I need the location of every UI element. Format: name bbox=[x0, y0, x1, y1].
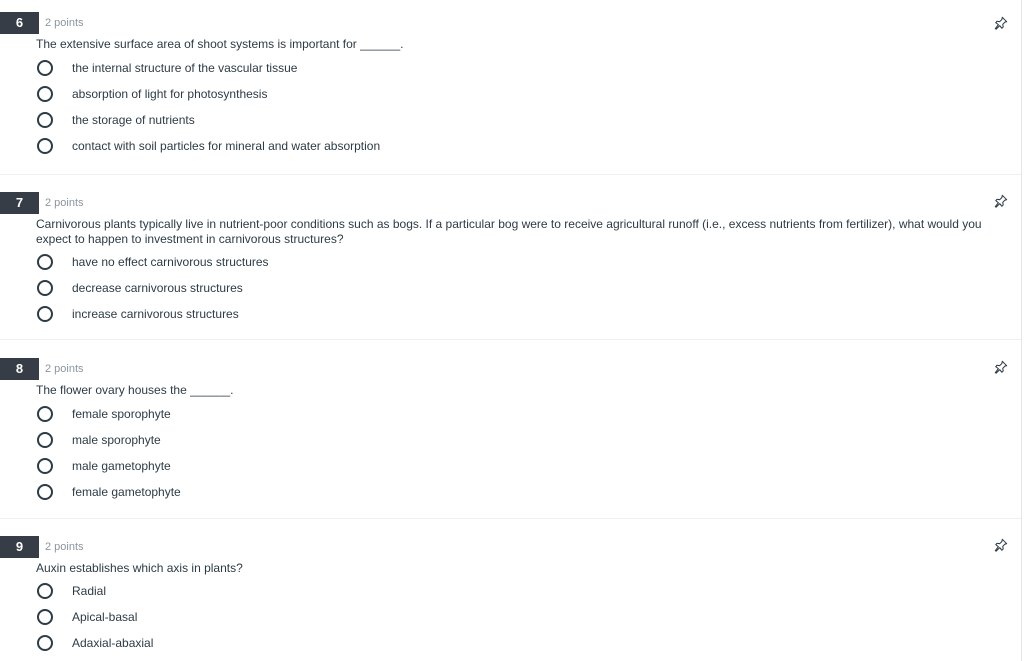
question-points: 2 points bbox=[45, 17, 84, 29]
answer-option[interactable] bbox=[37, 479, 181, 505]
radio-unchecked-icon[interactable] bbox=[37, 432, 53, 448]
answer-label: the internal structure of the vascular tissue bbox=[72, 60, 298, 75]
question-number: 6 bbox=[0, 12, 39, 34]
answer-label: Apical-basal bbox=[72, 609, 138, 624]
radio-unchecked-icon[interactable] bbox=[37, 406, 53, 422]
answer-option[interactable] bbox=[37, 275, 269, 301]
question-number: 7 bbox=[0, 192, 39, 214]
radio-unchecked-icon[interactable] bbox=[37, 138, 53, 154]
answer-option[interactable] bbox=[37, 578, 153, 604]
answer-options bbox=[37, 55, 380, 159]
answer-option[interactable] bbox=[37, 453, 181, 479]
answer-option[interactable] bbox=[37, 133, 380, 159]
answer-label: male sporophyte bbox=[72, 432, 161, 447]
radio-unchecked-icon[interactable] bbox=[37, 86, 53, 102]
pin-icon[interactable] bbox=[994, 16, 1008, 30]
answer-options bbox=[37, 401, 181, 505]
question-6 bbox=[0, 12, 1022, 174]
question-text: Carnivorous plants typically live in nutrient-poor conditions such as bogs. If a particular bog were to receive agricultural runoff (i.e., excess nutrients from fertilizer), what would you expect to happen to investment in carnivorous structures? bbox=[36, 217, 982, 246]
answer-option[interactable] bbox=[37, 301, 269, 327]
radio-unchecked-icon[interactable] bbox=[37, 112, 53, 128]
answer-options bbox=[37, 249, 269, 327]
question-text: The extensive surface area of shoot systems is important for ______. bbox=[36, 37, 404, 51]
question-points: 2 points bbox=[45, 197, 84, 209]
question-8 bbox=[0, 339, 1022, 518]
radio-unchecked-icon[interactable] bbox=[37, 306, 53, 322]
question-9 bbox=[0, 518, 1022, 661]
question-points: 2 points bbox=[45, 541, 84, 553]
question-number: 9 bbox=[0, 536, 39, 558]
pin-icon[interactable] bbox=[994, 360, 1008, 374]
answer-option[interactable] bbox=[37, 604, 153, 630]
question-text: Auxin establishes which axis in plants? bbox=[36, 561, 243, 575]
radio-unchecked-icon[interactable] bbox=[37, 458, 53, 474]
answer-label: absorption of light for photosynthesis bbox=[72, 86, 268, 101]
radio-unchecked-icon[interactable] bbox=[37, 280, 53, 296]
radio-unchecked-icon[interactable] bbox=[37, 254, 53, 270]
answer-label: Radial bbox=[72, 583, 107, 598]
answer-label: have no effect carnivorous structures bbox=[72, 254, 269, 269]
answer-label: decrease carnivorous structures bbox=[72, 280, 243, 295]
radio-unchecked-icon[interactable] bbox=[37, 60, 53, 76]
pin-icon[interactable] bbox=[994, 538, 1008, 552]
answer-option[interactable] bbox=[37, 107, 380, 133]
question-number: 8 bbox=[0, 358, 39, 380]
answer-option[interactable] bbox=[37, 81, 380, 107]
question-7 bbox=[0, 174, 1022, 339]
radio-unchecked-icon[interactable] bbox=[37, 583, 53, 599]
radio-unchecked-icon[interactable] bbox=[37, 484, 53, 500]
answer-option[interactable] bbox=[37, 55, 380, 81]
pin-icon[interactable] bbox=[994, 194, 1008, 208]
answer-label: female sporophyte bbox=[72, 406, 171, 421]
answer-label: male gametophyte bbox=[72, 458, 171, 473]
answer-label: the storage of nutrients bbox=[72, 112, 195, 127]
question-text: The flower ovary houses the ______. bbox=[36, 383, 234, 397]
answer-label: Adaxial-abaxial bbox=[72, 635, 154, 650]
answer-option[interactable] bbox=[37, 427, 181, 453]
answer-label: increase carnivorous structures bbox=[72, 306, 239, 321]
answer-options bbox=[37, 578, 153, 656]
answer-label: contact with soil particles for mineral and water absorption bbox=[72, 138, 381, 153]
answer-option[interactable] bbox=[37, 249, 269, 275]
question-points: 2 points bbox=[45, 363, 84, 375]
answer-option[interactable] bbox=[37, 630, 153, 656]
radio-unchecked-icon[interactable] bbox=[37, 635, 53, 651]
answer-label: female gametophyte bbox=[72, 484, 181, 499]
radio-unchecked-icon[interactable] bbox=[37, 609, 53, 625]
answer-option[interactable] bbox=[37, 401, 181, 427]
